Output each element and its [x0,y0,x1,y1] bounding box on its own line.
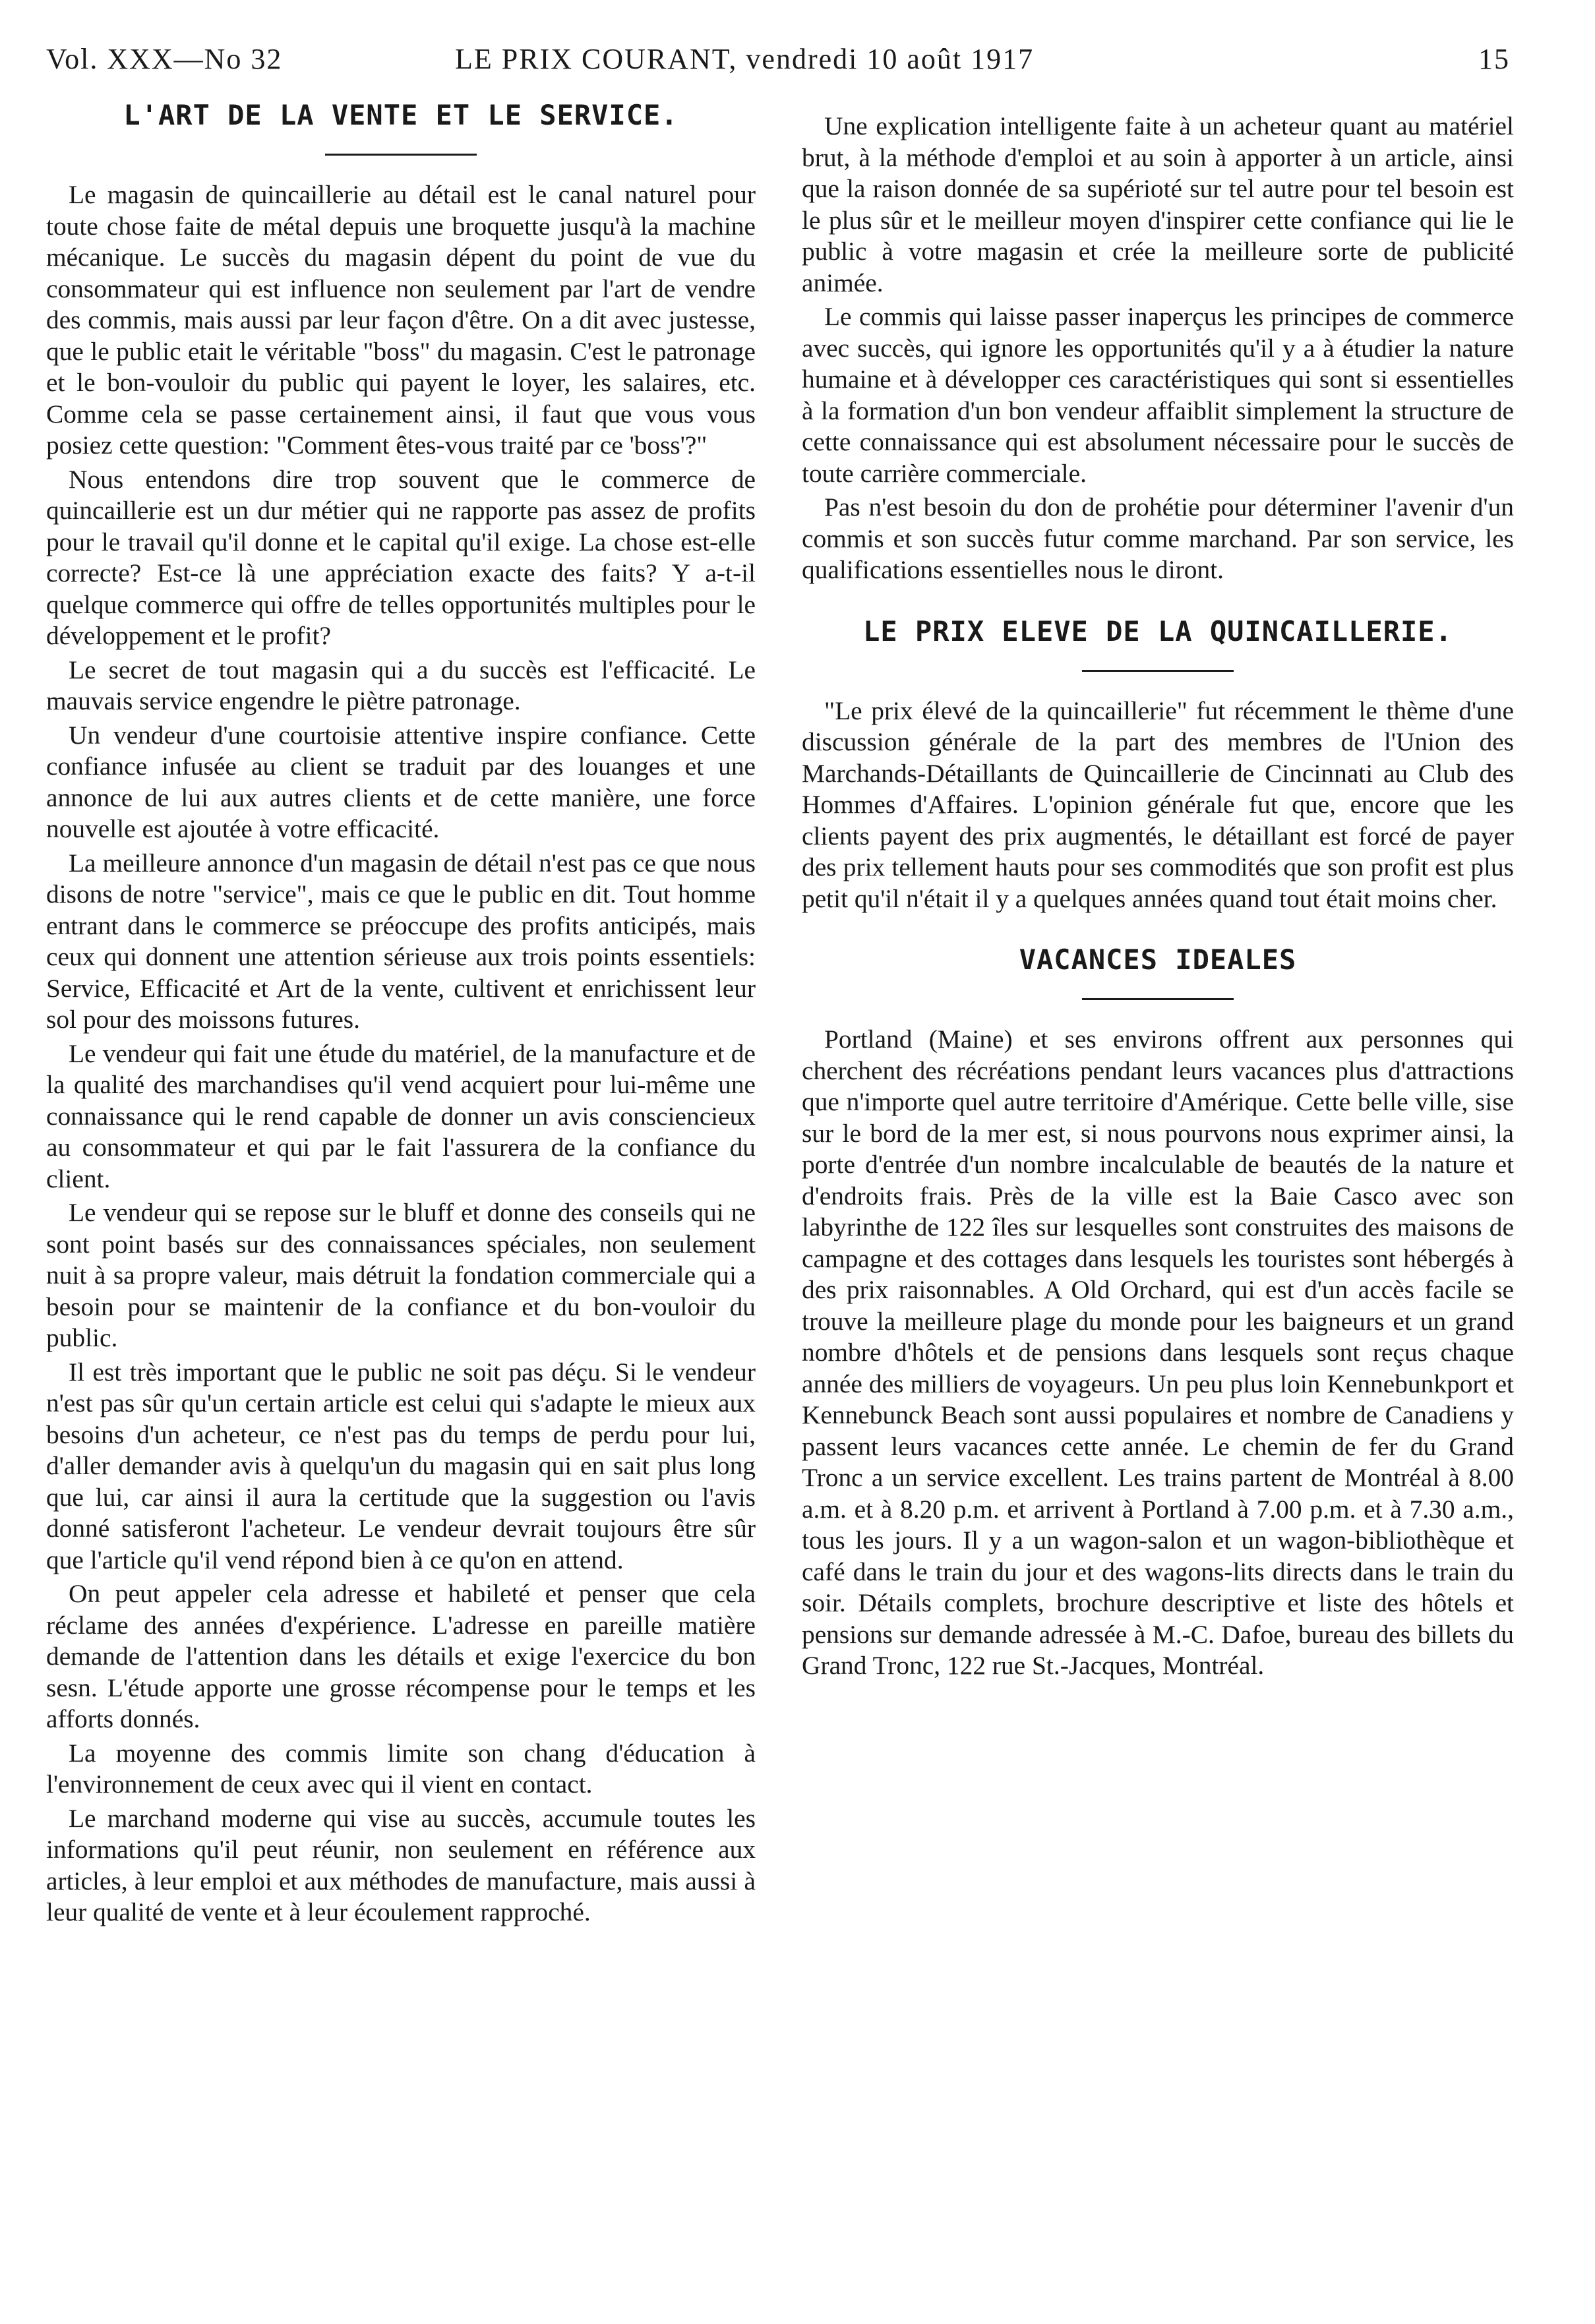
article-title-art-de-la-vente: L'ART DE LA VENTE ET LE SERVICE. [123,99,678,131]
paragraph: La moyenne des commis limite son chang d'éducation à l'environnement de ceux avec qui il vient en contact. [46,1738,756,1799]
paragraph: Nous entendons dire trop souvent que le commerce de quincaillerie est un dur métier qui ne rapporte pas assez de profits pour le travail qu'il donne et le capital qu'il exige. La chose est-elle correcte? Est-ce là une appréciation exacte des faits? Y a-t-il quelque commerce qui offre de telles opportunités multiples pour le développement et le profit? [46,464,756,650]
left-column [46,99,756,1931]
article-title-vacances-ideales: VACANCES IDEALES [1019,943,1297,976]
paragraph: La meilleure annonce d'un magasin de détail n'est pas ce que nous disons de notre "service", mais ce que le public en dit. Tout homme entrant dans le commerce se préoccupe des profits anticipés, mais ceux qui donnent une attention sérieuse aux trois points essentiels: Service, Efficacité et Art de la vente, cultivent et enrichissent leur sol pour des moissons futures. [46,848,756,1034]
paragraph: Portland (Maine) et ses environs offrent aux personnes qui cherchent des récréations pendant leurs vacances plus d'attractions que n'importe quel autre territoire d'Amérique. Cette belle ville, sise sur le bord de la mer est, si nous pourvons nous exprimer ainsi, la porte d'entrée d'un nombre incalculable de beautés de la nature et d'endroits frais. Près de la ville est la Baie Casco avec son labyrinthe de 122 îles sur lesquelles sont construites des maisons de campagne et des cottages dans lesquels les touristes sont hébergés à des prix raisonnables. A Old Orchard, qui est d'un accès facile se trouve la meilleure plage du monde pour les baigneurs et un grand nombre d'hôtels et de pensions dans lesquels sont reçus chaque année des milliers de voyageurs. Un peu plus loin Kennebunkport et Kennebunck Beach sont aussi populaires et nombre de Canadiens y passent leurs vacances cette année. Le chemin de fer du Grand Tronc a un service excellent. Les trains partent de Montréal à 8.00 a.m. et à 8.20 p.m. et arrivent à Portland à 7.00 p.m. et à 7.30 a.m., tous les jours. Il y a un wagon-salon et un wagon-bibliothèque et café dans le train du jour et des wagons-lits directs dans le train du soir. Détails complets, brochure descriptive et liste des hôtels et pensions sur demande adressée à M.-C. Dafoe, bureau des billets du Grand Tronc, 122 rue St.-Jacques, Montréal. [802,1025,1514,1680]
article-title-prix-eleve: LE PRIX ELEVE DE LA QUINCAILLERIE. [863,614,1453,647]
paragraph: Un vendeur d'une courtoisie attentive inspire confiance. Cette confiance infusée au client se traduit par des louanges et une annonce de lui aux autres clients et de cette manière, une force nouvelle est ajoutée à votre efficacité. [46,720,756,843]
paragraph: Une explication intelligente faite à un acheteur quant au matériel brut, à la méthode d'emploi et au soin à apporter à un article, ainsi que la raison donnée de sa supérioté sur tel autre pour tel besoin est le plus sûr et le meilleur moyen d'inspirer cette confiance qui lie le public à votre magasin et crée la meilleure sorte de publicité animée. [802,111,1514,297]
paragraph: Il est très important que le public ne soit pas déçu. Si le vendeur n'est pas sûr qu'un certain article est celui qui s'adapte le mieux aux besoins d'un acheteur, ce n'est pas du temps de perdu pour lui, d'aller demander avis à quelqu'un du magasin qui en sait plus long que lui, car ainsi il aura la certitude que la suggestion ou l'avis donné satisferont l'acheteur. Le vendeur devrait toujours être sûr que l'article qu'il vend répond bien à ce qu'on en attend. [46,1357,756,1574]
paragraph: On peut appeler cela adresse et habileté et penser que cela réclame des années d'expérience. L'adresse en pareille matière demande de l'attention dans les détails et exige l'exercice du bon sesn. L'étude apporte une grosse récompense pour le temps et les afforts donnés. [46,1579,756,1733]
paragraph: Le commis qui laisse passer inaperçus les principes de commerce avec succès, qui ignore les opportunités qu'il y a à étudier la nature humaine et à développer ces caractéristiques qui sont si essentielles à la formation d'un bon vendeur affaiblit simplement la structure de cette connaissance qui est absolument nécessaire pour le succès de toute carrière commerciale. [802,302,1514,488]
page-header [46,42,1510,79]
paragraph: Pas n'est besoin du don de prohétie pour déterminer l'avenir d'un commis et son succès futur comme marchand. Par son service, les qualifications essentielles nous le diront. [802,492,1514,584]
paragraph: Le vendeur qui fait une étude du matériel, de la manufacture et de la qualité des marchandises qu'il vend acquiert pour lui-même une connaissance qui le rend capable de donner un avis consciencieux au consommateur et qui par le fait l'assurera de la confiance du client. [46,1038,756,1193]
paragraph: "Le prix élevé de la quincaillerie" fut récemment le thème d'une discussion générale de la part des membres de l'Union des Marchands-Détaillants de Quincaillerie de Cincinnati au Club des Hommes d'Affaires. L'opinion générale fut que, encore que les clients payent des prix augmentés, le détaillant est forcé de payer des prix tellement hauts pour ses commodités que son profit est plus petit qu'il n'était il y a quelques années quand tout était moins cher. [802,696,1514,913]
section-gap [802,917,1514,943]
paragraph: Le marchand moderne qui vise au succès, accumule toutes les informations qu'il peut réunir, non seulement en référence aux articles, à leur emploi et aux méthodes de manufacture, mais aussi à leur qualité de vente et à leur écoulement rapproché. [46,1803,756,1926]
right-column [802,111,1514,1684]
page-number: 15 [1478,43,1510,75]
title-rule [1082,670,1234,672]
section-gap [802,589,1514,615]
journal-title-date: LE PRIX COURANT, vendredi 10 août 1917 [455,43,1035,75]
paragraph: Le secret de tout magasin qui a du succès est l'efficacité. Le mauvais service engendre le piètre patronage. [46,655,756,715]
paragraph: Le magasin de quincaillerie au détail est le canal naturel pour toute chose faite de métal depuis une broquette jusqu'à la machine mécanique. Le succès du magasin dépent du point de vue du consommateur qui est influence non seulement par l'art de vendre des commis, mais aussi par leur façon d'être. On a dit avec justesse, que le public etait le véritable "boss" du magasin. C'est le patronage et le bon-vouloir du public qui payent le loyer, les salaires, etc. Comme cela se passe certainement ainsi, il faut que vous vous posiez cette question: "Comment êtes-vous traité par ce 'boss'?" [46,180,756,460]
title-rule [325,154,477,156]
title-rule [1082,998,1234,1000]
volume-number: Vol. XXX—No 32 [46,43,283,75]
paragraph: Le vendeur qui se repose sur le bluff et donne des conseils qui ne sont point basés sur des connaissances spéciales, non seulement nuit à sa propre valeur, mais détruit la fondation commerciale qui a besoin pour se maintenir de la confiance et du bon-vouloir du public. [46,1198,756,1352]
